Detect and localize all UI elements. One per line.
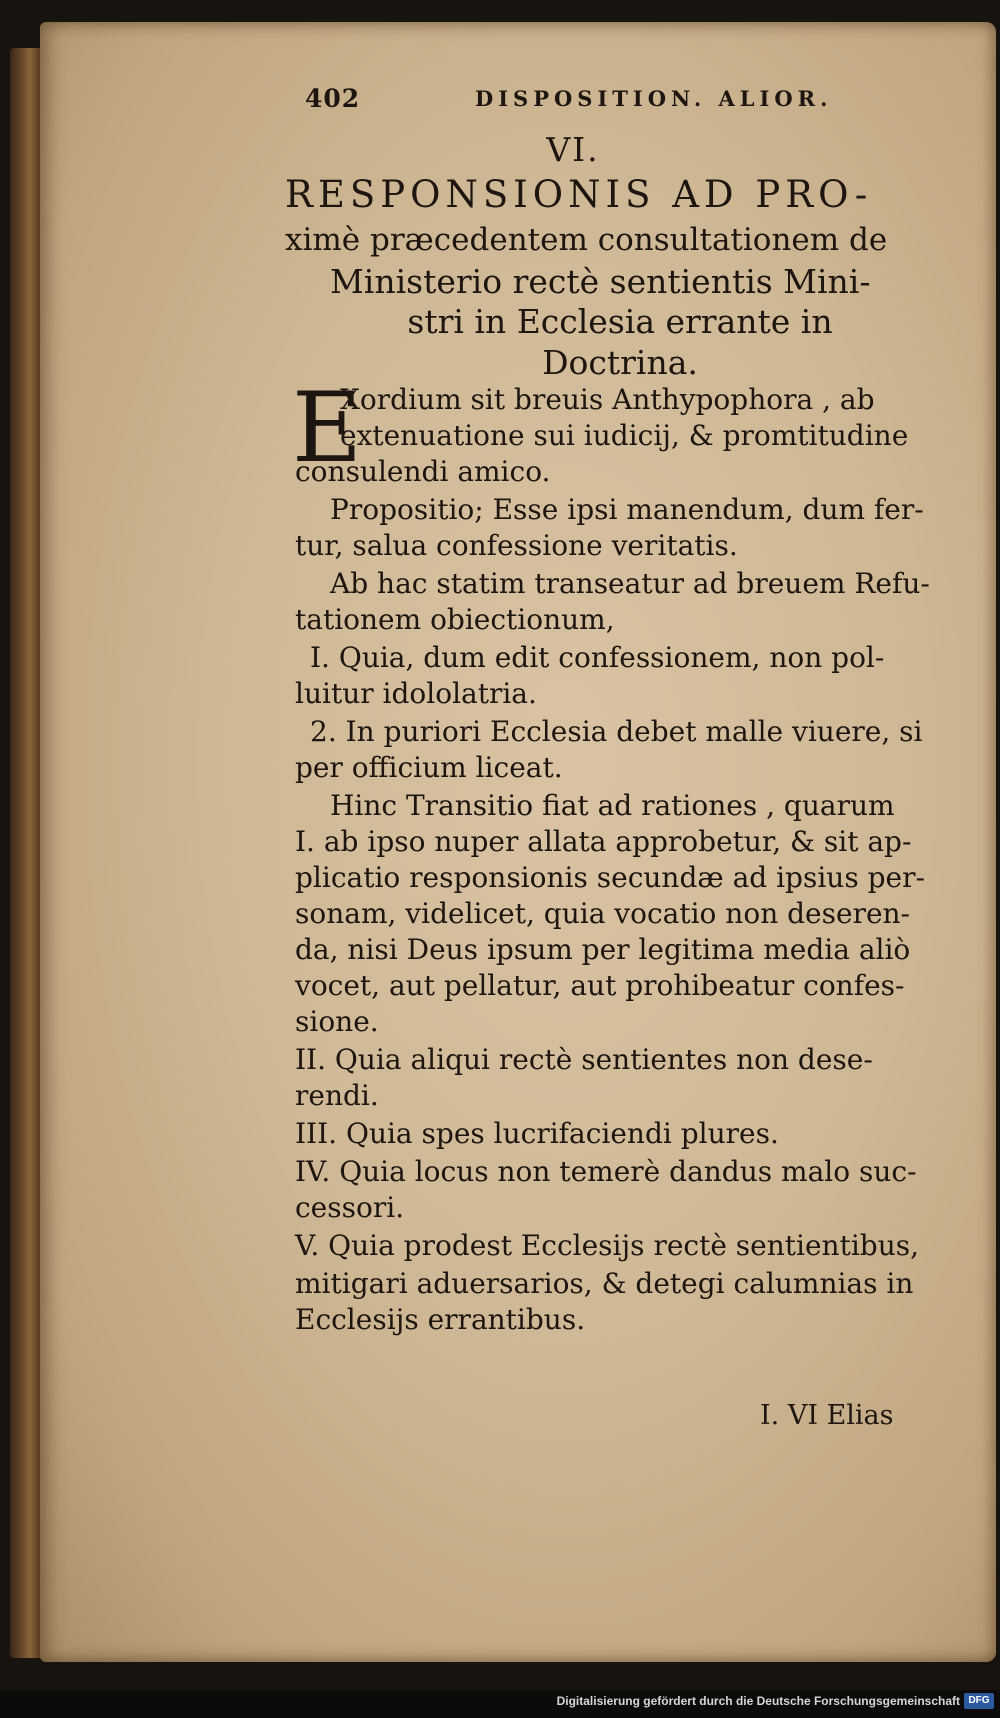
body-line: Xordium sit breuis Anthypophora , ab [340,383,875,416]
catchword: I. VI Elias [760,1400,894,1431]
footer-bar [0,1690,1000,1718]
page-number: 402 [305,84,361,113]
title-line: RESPONSIONIS AD PRO- [285,173,873,216]
body-line: plicatio responsionis secundæ ad ipsius per- [295,861,925,894]
body-line: tur, salua confessione veritatis. [295,529,738,562]
dfg-logo: DFG [964,1693,994,1709]
page-content [40,22,996,1662]
body-line: extenuatione sui iudicij, & promtitudine [340,419,909,452]
body-line: rendi. [295,1079,379,1112]
body-line: IV. Quia locus non temerè dandus malo suc- [295,1155,917,1188]
book-page [40,22,996,1662]
body-line: II. Quia aliqui rectè sentientes non dese- [295,1043,873,1076]
body-line: I. Quia, dum edit confessionem, non pol- [310,641,885,674]
body-line: sione. [295,1005,379,1038]
body-line: I. ab ipso nuper allata approbetur, & sit ap- [295,825,912,858]
title-line: ximè præcedentem consultationem de [285,222,888,258]
title-line: Doctrina. [542,343,698,382]
body-line: 2. In puriori Ecclesia debet malle viuere, si [310,715,923,748]
body-line: da, nisi Deus ipsum per legitima media aliò [295,933,911,966]
body-line: V. Quia prodest Ecclesijs rectè sentientibus, [295,1229,920,1262]
body-line: per officium liceat. [295,751,563,784]
body-line: luitur idololatria. [295,677,537,710]
section-number: VI. [546,130,600,169]
body-line: Hinc Transitio fiat ad rationes , quarum [330,789,895,822]
page-header [305,84,965,124]
body-line: tationem obiectionum, [295,603,615,636]
body-line: vocet, aut pellatur, aut prohibeatur confes- [295,969,905,1002]
body-line: III. Quia spes lucrifaciendi plures. [295,1117,779,1150]
digitization-credit: Digitalisierung gefördert durch die Deutsche Forschungsgemeinschaft [556,1694,960,1708]
body-line: consulendi amico. [295,455,551,488]
title-line: stri in Ecclesia errante in [407,302,833,341]
running-head: DISPOSITION. ALIOR. [475,86,833,111]
body-line: sonam, videlicet, quia vocatio non deseren- [295,897,911,930]
body-line: mitigari aduersarios, & detegi calumnias in [295,1267,914,1300]
body-line: Ab hac statim transeatur ad breuem Refu- [330,567,930,600]
body-line: cessori. [295,1191,405,1224]
title-line: Ministerio rectè sentientis Mini- [330,262,871,301]
body-line: Propositio; Esse ipsi manendum, dum fer- [330,493,924,526]
body-line: Ecclesijs errantibus. [295,1303,586,1336]
drop-cap-initial: E [292,372,363,484]
